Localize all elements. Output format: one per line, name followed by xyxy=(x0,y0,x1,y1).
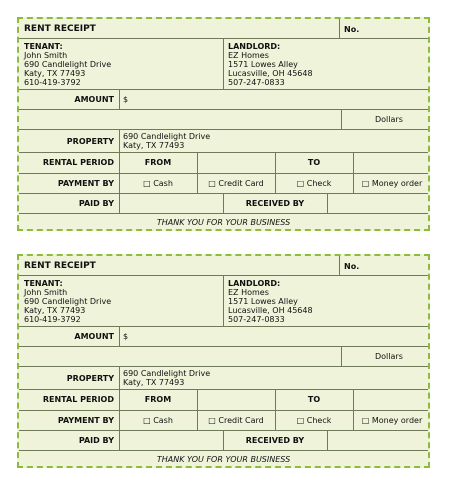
payment-option-cash[interactable]: □ Cash xyxy=(143,179,173,188)
checkbox-icon[interactable]: □ xyxy=(361,416,370,425)
payment-by-label: PAYMENT BY xyxy=(57,416,114,425)
payment-option-credit-card[interactable]: □ Credit Card xyxy=(208,416,264,425)
amount-label: AMOUNT xyxy=(74,95,114,104)
property-line2: Katy, TX 77493 xyxy=(123,141,185,150)
landlord-block xyxy=(228,279,313,324)
property-label: PROPERTY xyxy=(66,374,114,383)
from-date-field[interactable] xyxy=(198,390,274,410)
checkbox-icon[interactable]: □ xyxy=(143,179,151,188)
from-label: FROM xyxy=(144,395,172,404)
received-by-field[interactable] xyxy=(328,194,428,214)
receipt-number-label: No. xyxy=(344,25,360,34)
property-line1: 690 Candlelight Drive xyxy=(123,369,211,378)
tenant-phone: 610-419-3792 xyxy=(24,315,81,324)
currency-symbol: $ xyxy=(123,332,129,341)
checkbox-icon[interactable]: □ xyxy=(296,416,305,425)
received-by-label: RECEIVED BY xyxy=(245,199,305,208)
tenant-name: John Smith xyxy=(24,288,68,297)
payment-option-money-order[interactable]: □ Money order xyxy=(361,416,423,425)
rent-receipt-2 xyxy=(17,254,430,468)
payment-option-check[interactable]: □ Check xyxy=(296,179,332,188)
landlord-address1: 1571 Lowes Alley xyxy=(228,60,298,69)
tenant-address1: 690 Candlelight Drive xyxy=(24,297,112,306)
received-by-label: RECEIVED BY xyxy=(245,436,305,445)
landlord-heading: LANDLORD: xyxy=(228,42,281,51)
landlord-address2: Lucasville, OH 45648 xyxy=(228,306,313,315)
currency-symbol: $ xyxy=(123,95,129,104)
paid-by-label: PAID BY xyxy=(78,199,114,208)
property-line1: 690 Candlelight Drive xyxy=(123,132,211,141)
paid-by-label: PAID BY xyxy=(78,436,114,445)
footer-thank-you: THANK YOU FOR YOUR BUSINESS xyxy=(156,455,291,464)
tenant-block xyxy=(24,279,111,324)
checkbox-icon[interactable]: □ xyxy=(208,179,216,188)
tenant-address2: Katy, TX 77493 xyxy=(24,69,86,78)
rental-period-label: RENTAL PERIOD xyxy=(42,395,114,404)
checkbox-icon[interactable]: □ xyxy=(296,179,305,188)
tenant-heading: TENANT: xyxy=(24,279,63,288)
footer-thank-you: THANK YOU FOR YOUR BUSINESS xyxy=(156,218,291,227)
from-date-field[interactable] xyxy=(198,153,274,173)
payment-by-label: PAYMENT BY xyxy=(57,179,114,188)
rental-period-label: RENTAL PERIOD xyxy=(42,158,114,167)
tenant-name: John Smith xyxy=(24,51,68,60)
landlord-phone: 507-247-0833 xyxy=(228,78,285,87)
tenant-address2: Katy, TX 77493 xyxy=(24,306,86,315)
amount-label: AMOUNT xyxy=(74,332,114,341)
rent-receipt-1 xyxy=(17,17,430,231)
to-label: TO xyxy=(307,158,321,167)
paid-by-field[interactable] xyxy=(120,431,222,451)
landlord-name: EZ Homes xyxy=(228,51,269,60)
received-by-field[interactable] xyxy=(328,431,428,451)
landlord-address2: Lucasville, OH 45648 xyxy=(228,69,313,78)
tenant-address1: 690 Candlelight Drive xyxy=(24,60,112,69)
checkbox-icon[interactable]: □ xyxy=(208,416,216,425)
checkbox-icon[interactable]: □ xyxy=(361,179,370,188)
tenant-phone: 610-419-3792 xyxy=(24,78,81,87)
property-label: PROPERTY xyxy=(66,137,114,146)
to-label: TO xyxy=(307,395,321,404)
receipt-title: RENT RECEIPT xyxy=(24,24,96,34)
dollars-label: Dollars xyxy=(375,352,403,361)
to-date-field[interactable] xyxy=(354,153,428,173)
checkbox-icon[interactable]: □ xyxy=(143,416,151,425)
dollars-label: Dollars xyxy=(375,115,403,124)
payment-option-check[interactable]: □ Check xyxy=(296,416,332,425)
property-address xyxy=(123,369,210,387)
to-date-field[interactable] xyxy=(354,390,428,410)
payment-option-credit-card[interactable]: □ Credit Card xyxy=(208,179,264,188)
payment-option-cash[interactable]: □ Cash xyxy=(143,416,173,425)
paid-by-field[interactable] xyxy=(120,194,222,214)
landlord-name: EZ Homes xyxy=(228,288,269,297)
landlord-block xyxy=(228,42,313,87)
landlord-heading: LANDLORD: xyxy=(228,279,281,288)
from-label: FROM xyxy=(144,158,172,167)
landlord-phone: 507-247-0833 xyxy=(228,315,285,324)
tenant-block xyxy=(24,42,111,87)
receipt-number-label: No. xyxy=(344,262,360,271)
receipt-title: RENT RECEIPT xyxy=(24,261,96,271)
landlord-address1: 1571 Lowes Alley xyxy=(228,297,298,306)
tenant-heading: TENANT: xyxy=(24,42,63,51)
property-address xyxy=(123,132,210,150)
payment-option-money-order[interactable]: □ Money order xyxy=(361,179,423,188)
property-line2: Katy, TX 77493 xyxy=(123,378,185,387)
